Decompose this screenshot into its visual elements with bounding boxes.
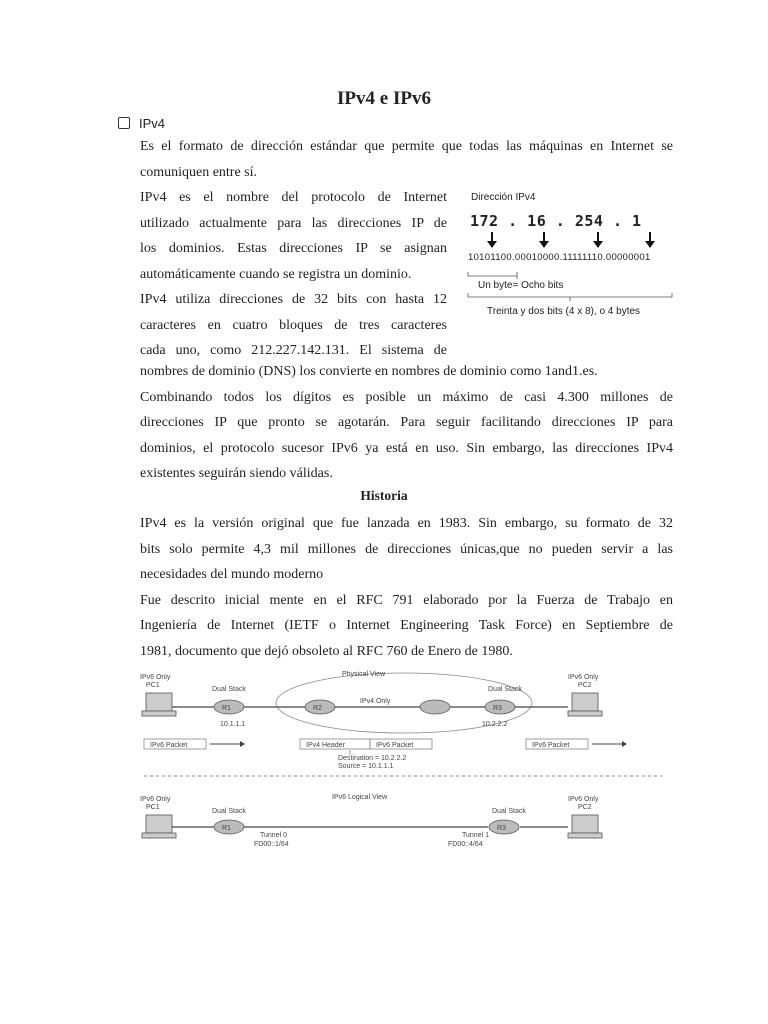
history-heading: Historia	[360, 488, 408, 503]
logical-view-label: IPv6 Logical View	[332, 794, 388, 801]
text-line: comuniquen entre sí.	[140, 164, 258, 180]
packet-middle: IPv6 Packet	[376, 742, 414, 749]
figure-caption: Dirección IPv4	[471, 192, 536, 203]
packet-left: IPv6 Packet	[150, 742, 188, 749]
protocol-paragraph	[140, 185, 447, 364]
physical-view-label: Physical View	[342, 671, 386, 678]
text-line: direcciones IP que pronto se agotarán. Para seguir facilitando direcciones IP para	[140, 415, 673, 430]
text-line: IPv4 es el nombre del protocolo de Internet	[140, 190, 447, 205]
source-label: Source = 10.1.1.1	[338, 763, 394, 770]
text-line: bits solo permite 4,3 mil millones de direcciones únicas,que no pueden servir a las	[140, 541, 673, 557]
tunnel0-label: Tunnel 0	[260, 832, 287, 839]
tunnel1-label: Tunnel 1	[462, 832, 489, 839]
router-icon	[420, 700, 450, 714]
bullet-ipv4	[118, 115, 165, 131]
pc1-top-name: PC1	[146, 682, 160, 689]
text-line: 1981, documento que dejó obsoleto al RFC 760 de Enero de 1980.	[140, 643, 513, 659]
computer-icon	[142, 693, 176, 716]
r3-label: R3	[493, 705, 502, 712]
byte-label: Un byte= Ocho bits	[478, 280, 564, 291]
page-title: IPv4 e IPv6	[337, 88, 431, 109]
computer-icon	[568, 693, 602, 716]
total-label: Treinta y dos bits (4 x 8), o 4 bytes	[487, 306, 641, 317]
r1-bottom-type: Dual Stack	[212, 808, 246, 815]
text-line: Es el formato de dirección estándar que permite que todas las máquinas en Internet se	[140, 139, 673, 154]
history-paragraph	[140, 511, 673, 664]
pc2-top-type: IPv6 Only	[568, 674, 599, 681]
pc1-bottom-type: IPv6 Only	[140, 796, 171, 803]
destination-label: Destination = 10.2.2.2	[338, 755, 407, 762]
computer-icon	[568, 815, 602, 838]
ipv4-only-label: IPv4 Only	[360, 698, 391, 705]
text-line: los dominios. Estas direcciones IP se asignan	[140, 241, 447, 256]
ip-octets: 172 . 16 . 254 . 1	[470, 212, 642, 230]
total-bracket	[468, 293, 672, 297]
pc2-top-name: PC2	[578, 682, 592, 689]
ipv4-address-figure	[462, 192, 682, 322]
text-line: automáticamente cuando se registra un dominio.	[140, 266, 412, 282]
r3-top-type: Dual Stack	[488, 686, 522, 693]
r1-label: R1	[222, 705, 231, 712]
fd00-4-label: FD00::4/64	[448, 841, 483, 848]
text-line: Fue descrito inicial mente en el RFC 791 elaborado por la Fuerza de Trabajo en	[140, 592, 673, 608]
r3-address: 10.2.2.2	[482, 721, 508, 728]
text-line: cada uno, como 212.227.142.131. El sistema de	[140, 343, 447, 358]
pc1-bottom-name: PC1	[146, 804, 160, 811]
text-line: Combinando todos los dígitos es posible un máximo de casi 4.300 millones de	[140, 389, 673, 405]
text-line: IPv4 es la versión original que fue lanzada en 1983. Sin embargo, su formato de 32	[140, 516, 673, 531]
network-diagram	[132, 663, 672, 859]
fd00-1-label: FD00::1/64	[254, 841, 289, 848]
packet-right: IPv6 Packet	[532, 742, 570, 749]
r1-top-type: Dual Stack	[212, 686, 246, 693]
text-line: Ingeniería de Internet (IETF o Internet Engineering Task Force) en Septiembre de	[140, 618, 673, 633]
r1-address: 10.1.1.1	[220, 721, 246, 728]
text-line: IPv4 utiliza direcciones de 32 bits con hasta 12	[140, 292, 447, 307]
byte-bracket	[468, 272, 517, 276]
ipv4-header-label: IPv4 Header	[306, 742, 345, 749]
text-line: caracteres en cuatro bloques de tres caracteres	[140, 317, 447, 333]
arrow-down-icon	[487, 241, 497, 248]
pc2-bottom-type: IPv6 Only	[568, 796, 599, 803]
r3-bottom-label: R3	[497, 825, 506, 832]
text-line: nombres de dominio (DNS) los convierte en nombres de dominio como 1and1.es.	[140, 364, 598, 379]
r2-label: R2	[313, 705, 322, 712]
text-line: existentes seguirán siendo válidas.	[140, 466, 333, 481]
arrow-down-icon	[645, 241, 655, 248]
arrow-right-icon	[240, 741, 245, 747]
pc2-bottom-name: PC2	[578, 804, 592, 811]
arrow-right-icon	[622, 741, 627, 747]
text-line: dominios, el protocolo sucesor IPv6 ya está en uso. Sin embargo, las direcciones IPv4	[140, 440, 673, 456]
dns-paragraph	[140, 359, 673, 487]
checkbox-icon	[118, 117, 130, 129]
bullet-label: IPv4	[139, 115, 166, 131]
arrow-down-icon	[593, 241, 603, 248]
ip-binary: 10101100.00010000.11111110.00000001	[468, 252, 651, 263]
text-line: necesidades del mundo moderno	[140, 567, 324, 582]
intro-paragraph	[140, 134, 673, 185]
pc1-top-type: IPv6 Only	[140, 674, 171, 681]
arrow-down-icon	[539, 241, 549, 248]
r1-bottom-label: R1	[222, 825, 231, 832]
computer-icon	[142, 815, 176, 838]
text-line: utilizado actualmente para las direcciones IP de	[140, 215, 447, 231]
r3-bottom-type: Dual Stack	[492, 808, 526, 815]
